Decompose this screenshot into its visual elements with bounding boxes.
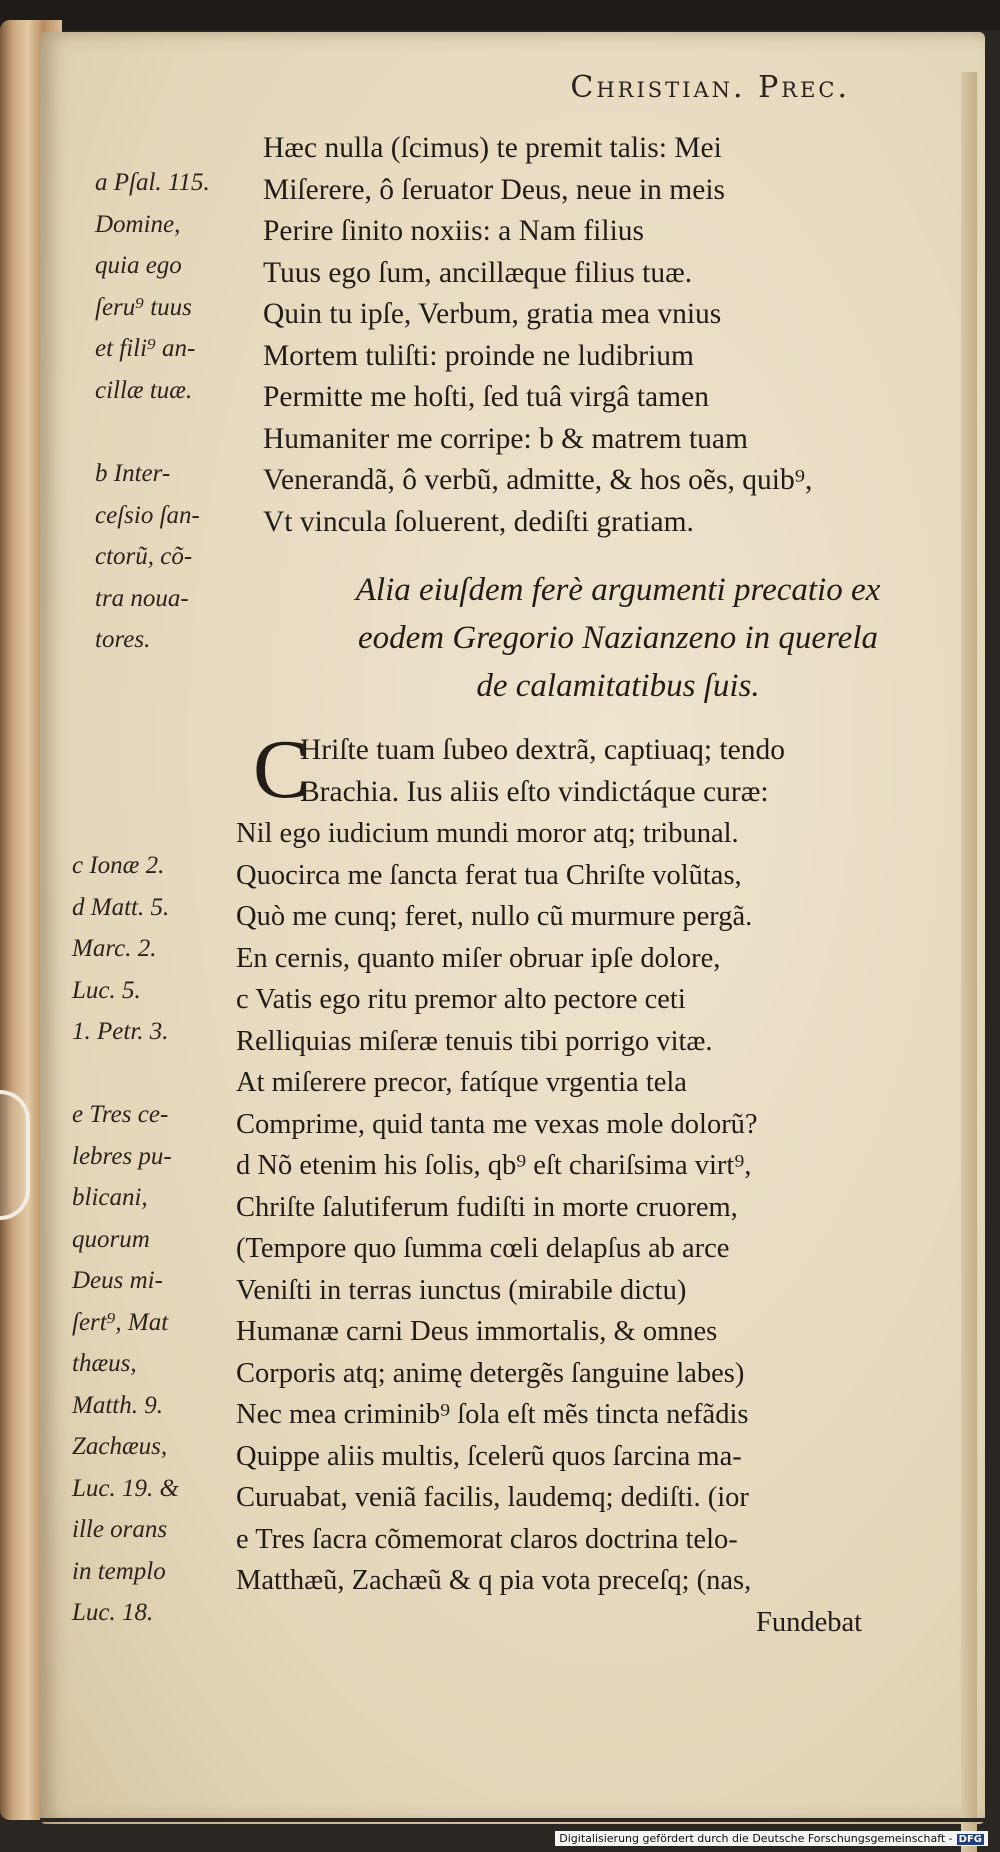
verse-line: d Nõ etenim his ſolis, qb⁹ eſt chariſsima virt⁹, <box>236 1150 752 1181</box>
margin-note-line <box>72 1053 179 1095</box>
verse-line: En cernis, quanto miſer obruar ipſe dolore, <box>236 942 721 974</box>
verse-line: At miſerere precor, fatíque vrgentia tela <box>236 1067 687 1098</box>
verse-line: Corporis atq; animę detergẽs ſanguine labes) <box>236 1357 745 1389</box>
dfg-logo: DFG <box>958 1834 982 1845</box>
margin-note-line: d Matt. 5. <box>72 893 170 921</box>
margin-note-line: Luc. 5. <box>72 976 141 1004</box>
margin-note-line: blicani, <box>72 1184 148 1211</box>
verse-line: Matthæũ, Zachæũ & q pia vota preceſq; (nas, <box>236 1565 752 1596</box>
drop-cap: C <box>253 723 310 816</box>
margin-note-line: quia ego <box>95 252 182 279</box>
verse-line: Hriſte tuam ſubeo dextrã, captiuaq; tendo <box>300 734 785 766</box>
section-heading <box>268 566 968 710</box>
verse-line: Nil ego iudicium mundi moror atq; tribunal. <box>236 818 739 849</box>
verse-block-2 <box>300 730 785 813</box>
verse-line: Brachia. Ius aliis eſto vindictáque curæ: <box>300 775 769 808</box>
verse-line: Veniſti in terras iunctus (mirabile dictu) <box>236 1274 687 1306</box>
margin-note-line: a Pſal. 115. <box>95 169 210 196</box>
verse-line: Quippe aliis multis, ſcelerũ quos ſarcina ma- <box>236 1440 742 1472</box>
verse-block-1 <box>263 128 812 543</box>
verse-line: Perire ſinito noxiis: a Nam filius <box>263 215 644 247</box>
margin-notes-3 <box>72 845 179 1634</box>
margin-note-line: tores. <box>95 626 151 653</box>
verse-line: c Vatis ego ritu premor alto pectore ceti <box>236 984 686 1015</box>
margin-note-line: Matth. 9. <box>72 1391 163 1419</box>
margin-note-line: c Ionæ 2. <box>72 852 165 879</box>
verse-line: Mortem tuliſti: proinde ne ludibrium <box>263 339 694 372</box>
margin-note-line: in templo <box>72 1557 166 1585</box>
verse-line: Comprime, quid tanta me vexas mole dolorũ? <box>236 1108 758 1140</box>
margin-note-line: tra noua- <box>95 584 189 612</box>
margin-note-line: ctorũ, cõ- <box>95 543 193 570</box>
margin-note-line: 1. Petr. 3. <box>72 1018 169 1045</box>
margin-note-line: quorum <box>72 1225 150 1253</box>
verse-line: Curuabat, veniã facilis, laudemq; dediſti. (ior <box>236 1482 749 1513</box>
margin-note-line: Luc. 18. <box>72 1599 154 1626</box>
scan-background <box>0 0 1000 30</box>
margin-note-line: e Tres ce- <box>72 1101 169 1128</box>
margin-note-line: Marc. 2. <box>72 935 157 962</box>
verse-line: Humanæ carni Deus immortalis, & omnes <box>236 1316 718 1347</box>
verse-line: Chriſte ſalutiferum fudiſti in morte cruorem, <box>236 1191 738 1223</box>
verse-line: Quò me cunq; feret, nullo cũ murmure pergã. <box>236 901 753 932</box>
digitization-credit <box>555 1831 988 1846</box>
verse-line: Vt vincula ſoluerent, dediſti gratiam. <box>263 505 694 538</box>
margin-note-line: Domine, <box>95 210 181 238</box>
verse-line: e Tres ſacra cõmemorat claros doctrina telo- <box>236 1523 738 1555</box>
verse-line: Permitte me hoſti, ſed tuâ virgâ tamen <box>263 381 709 413</box>
verse-line: Miſerere, ô ſeruator Deus, neue in meis <box>263 173 726 206</box>
verse-line: Tuus ego ſum, ancillæque filius tuæ. <box>263 256 693 289</box>
page-right-edge <box>961 72 977 1852</box>
heading-line: eodem Gregorio Nazianzeno in querela <box>358 620 878 656</box>
heading-line: Alia eiuſdem ferè argumenti precatio ex <box>355 572 881 608</box>
verse-line: (Tempore quo ſumma cœli delapſus ab arce <box>236 1233 730 1264</box>
margin-note-line: ſeru⁹ tuus <box>95 293 192 321</box>
margin-note-line: ille orans <box>72 1516 168 1543</box>
verse-line: Quocirca me ſancta ferat tua Chriſte volũtas, <box>236 859 742 891</box>
catchword: Fundebat <box>756 1606 863 1638</box>
verse-line: Hæc nulla (ſcimus) te premit talis: Mei <box>263 132 722 164</box>
margin-notes-1 <box>95 162 210 411</box>
page-clip <box>0 1090 30 1220</box>
margin-note-line: ſert⁹, Mat <box>72 1308 169 1336</box>
margin-note-line: cillæ tuæ. <box>95 376 193 404</box>
margin-note-line: thæus, <box>72 1350 137 1377</box>
credit-text: Digitalisierung gefördert durch die Deutsche Forschungsgemeinschaft - <box>559 1832 953 1845</box>
running-head: Christian. Prec. <box>570 70 850 105</box>
margin-note-line: b Inter- <box>95 460 171 487</box>
verse-line: Humaniter me corripe: b & matrem tuam <box>263 422 748 455</box>
verse-line: Venerandã, ô verbũ, admitte, & hos oẽs, quib⁹, <box>263 464 813 496</box>
verse-block-3 <box>236 813 862 1643</box>
margin-note-line: Luc. 19. & <box>72 1474 179 1502</box>
margin-note-line: Deus mi- <box>72 1267 163 1294</box>
margin-note-line: et fili⁹ an- <box>95 335 196 362</box>
heading-line: de calamitatibus ſuis. <box>476 668 760 704</box>
margin-notes-2 <box>95 453 200 661</box>
verse-line: Relliquias miſeræ tenuis tibi porrigo vitæ. <box>236 1025 713 1057</box>
margin-note-line: ceſsio ſan- <box>95 501 200 529</box>
scan-bottom-edge <box>40 1818 1000 1822</box>
margin-note-line: lebres pu- <box>72 1142 172 1170</box>
margin-note-line: Zachæus, <box>72 1433 168 1460</box>
verse-line: Quin tu ipſe, Verbum, gratia mea vnius <box>263 298 722 330</box>
verse-line: Nec mea criminib⁹ ſola eſt mẽs tincta nefãdis <box>236 1399 749 1430</box>
